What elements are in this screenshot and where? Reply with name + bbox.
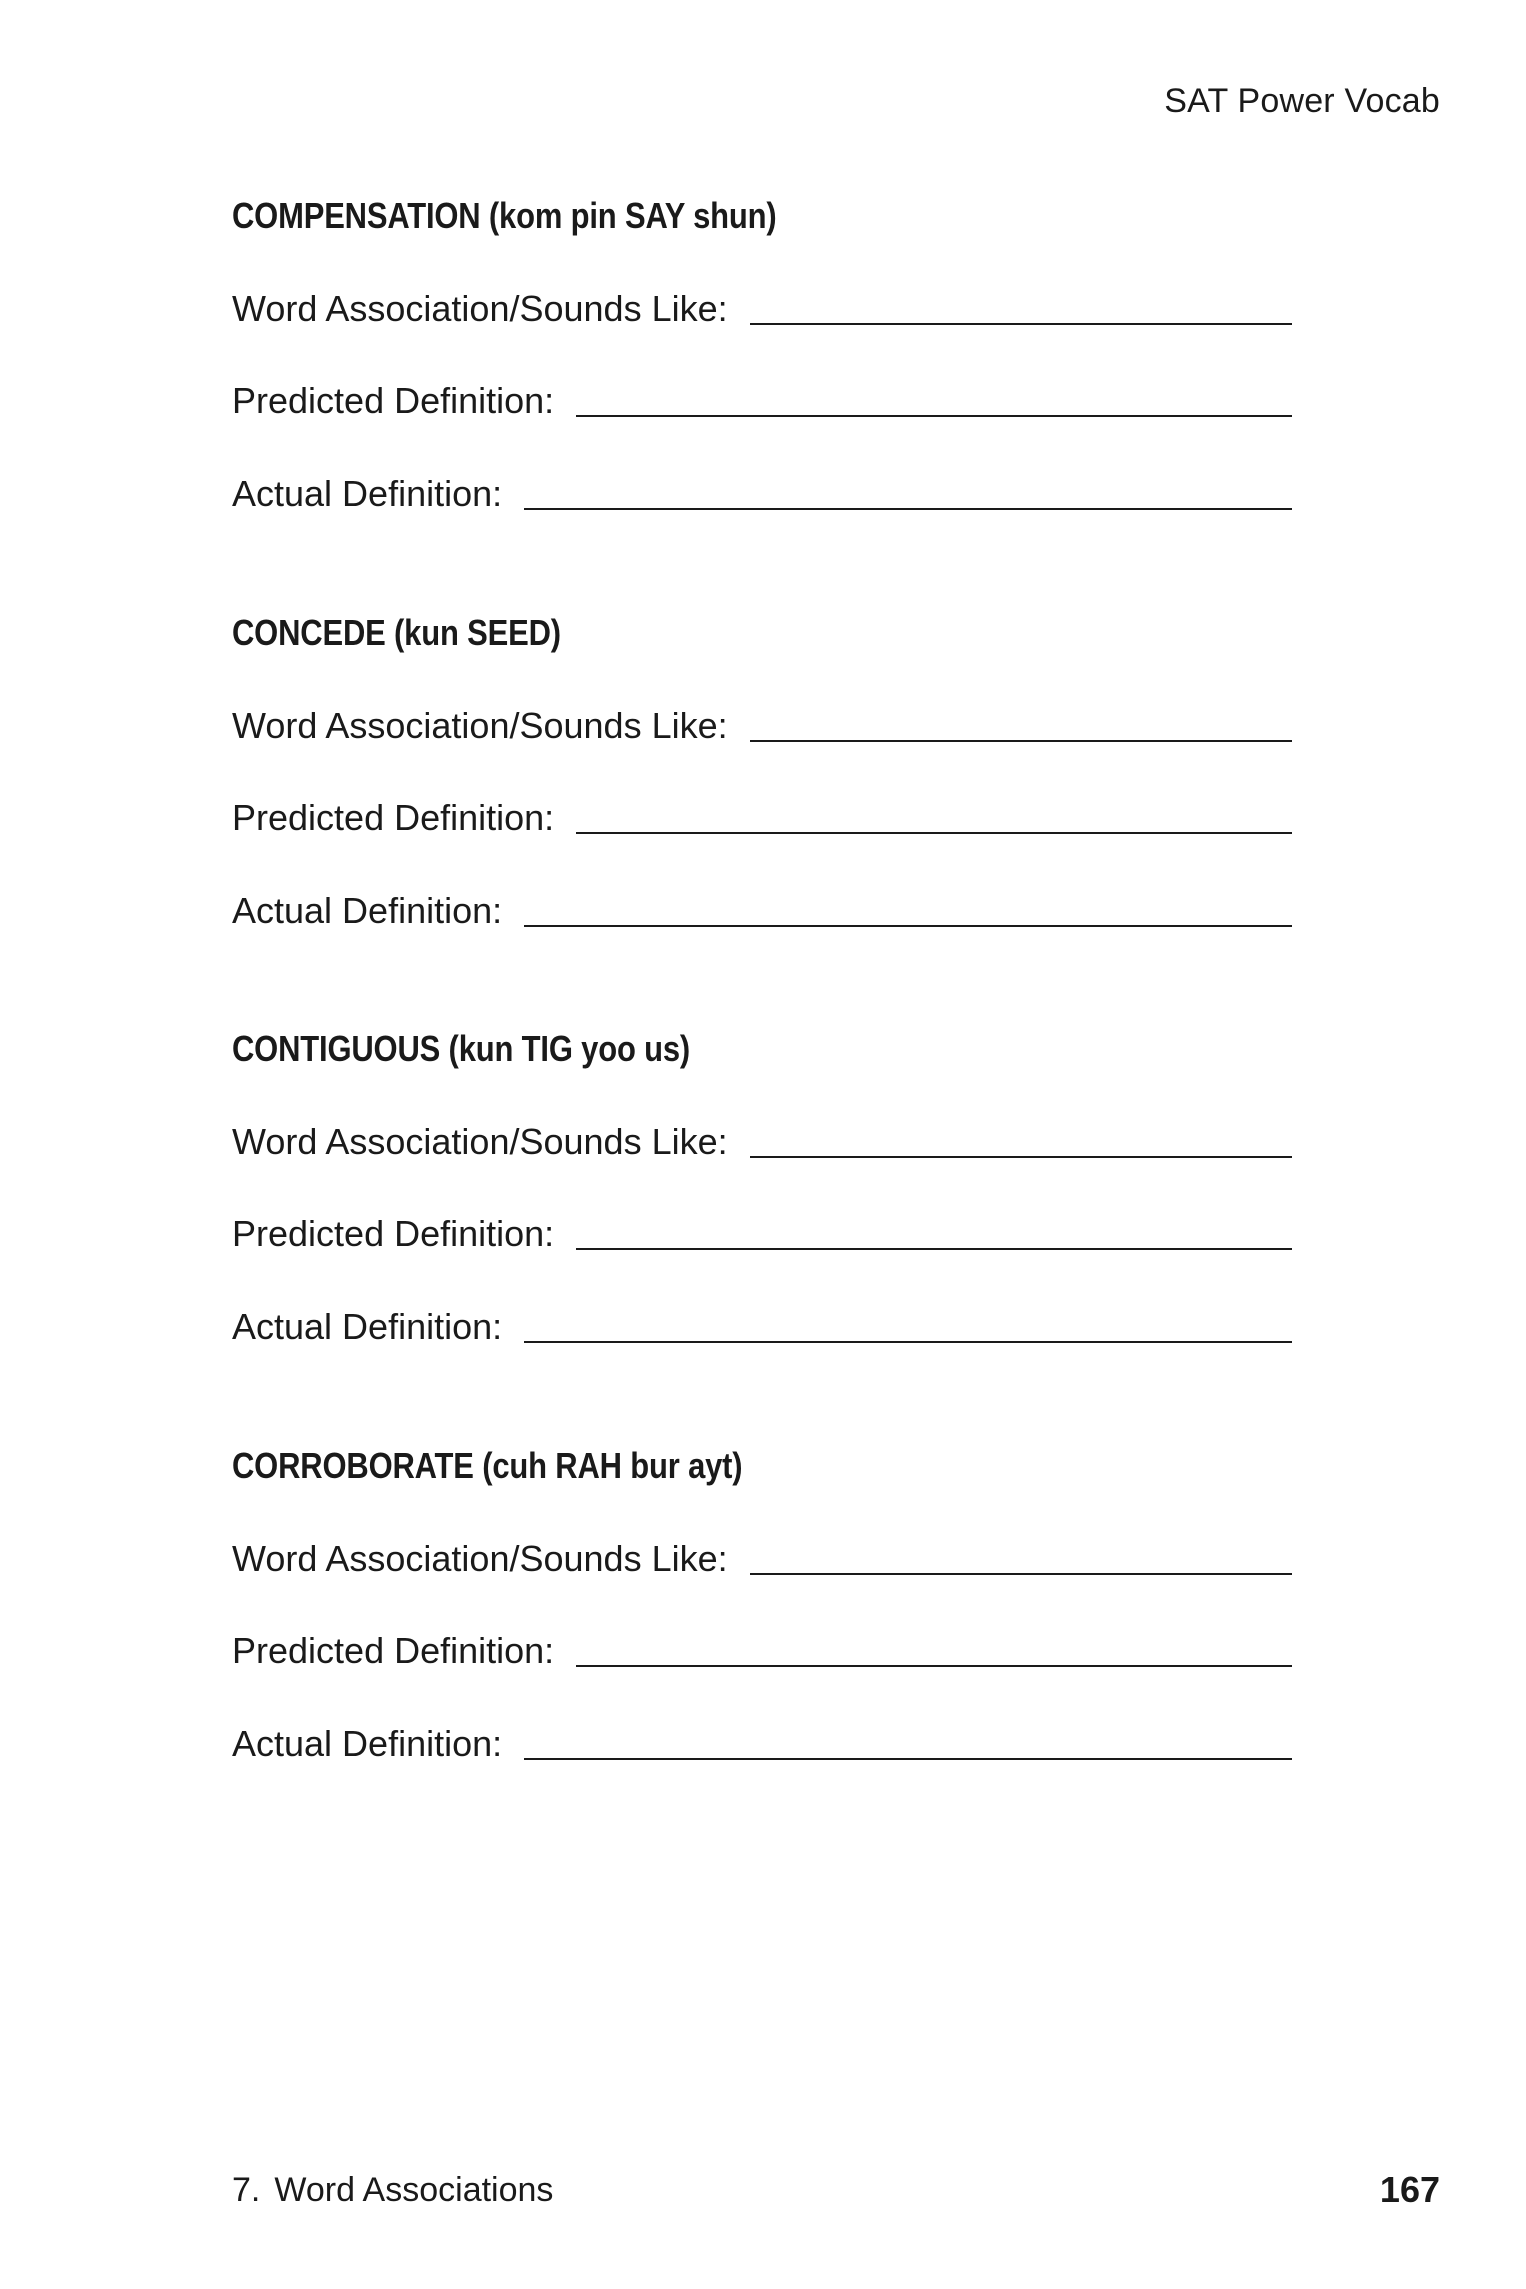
footer-chapter [232, 2171, 553, 2210]
association-label: Word Association/Sounds Like: [232, 288, 728, 329]
actual-definition-label: Actual Definition: [232, 890, 503, 931]
predicted-definition-label: Predicted Definition: [232, 1630, 555, 1671]
actual-definition-label: Actual Definition: [232, 1306, 503, 1347]
actual-definition-blank-line[interactable] [524, 925, 1292, 927]
predicted-definition-blank-line[interactable] [576, 415, 1292, 417]
actual-definition-field[interactable] [232, 1301, 1292, 1345]
predicted-definition-field[interactable] [232, 375, 1292, 419]
actual-definition-field[interactable] [232, 885, 1292, 929]
actual-definition-blank-line[interactable] [524, 1758, 1292, 1760]
association-label: Word Association/Sounds Like: [232, 1121, 728, 1162]
actual-definition-field[interactable] [232, 468, 1292, 512]
predicted-definition-field[interactable] [232, 1208, 1292, 1252]
predicted-definition-label: Predicted Definition: [232, 797, 555, 838]
predicted-definition-field[interactable] [232, 1625, 1292, 1669]
association-field[interactable] [232, 283, 1292, 327]
association-field[interactable] [232, 1116, 1292, 1160]
entry-term: COMPENSATION (kom pin SAY shun) [232, 195, 777, 236]
chapter-number: 7. [232, 2171, 261, 2209]
entry-term: CONCEDE (kun SEED) [232, 612, 561, 653]
page-number: 167 [1379, 2169, 1440, 2210]
predicted-definition-label: Predicted Definition: [232, 1213, 555, 1254]
actual-definition-field[interactable] [232, 1718, 1292, 1762]
association-blank-line[interactable] [750, 1573, 1292, 1575]
actual-definition-label: Actual Definition: [232, 1723, 503, 1764]
predicted-definition-label: Predicted Definition: [232, 380, 555, 421]
running-head: SAT Power Vocab [1164, 82, 1440, 120]
association-blank-line[interactable] [750, 1156, 1292, 1158]
predicted-definition-blank-line[interactable] [576, 1665, 1292, 1667]
predicted-definition-field[interactable] [232, 792, 1292, 836]
association-label: Word Association/Sounds Like: [232, 705, 728, 746]
predicted-definition-blank-line[interactable] [576, 1248, 1292, 1250]
actual-definition-blank-line[interactable] [524, 1341, 1292, 1343]
entry-term: CONTIGUOUS (kun TIG yoo us) [232, 1028, 691, 1069]
association-label: Word Association/Sounds Like: [232, 1538, 728, 1579]
association-blank-line[interactable] [750, 323, 1292, 325]
actual-definition-blank-line[interactable] [524, 508, 1292, 510]
chapter-title: Word Associations [274, 2171, 554, 2209]
association-field[interactable] [232, 700, 1292, 744]
entry-term: CORROBORATE (cuh RAH bur ayt) [232, 1445, 743, 1486]
predicted-definition-blank-line[interactable] [576, 832, 1292, 834]
actual-definition-label: Actual Definition: [232, 473, 503, 514]
association-field[interactable] [232, 1533, 1292, 1577]
association-blank-line[interactable] [750, 740, 1292, 742]
